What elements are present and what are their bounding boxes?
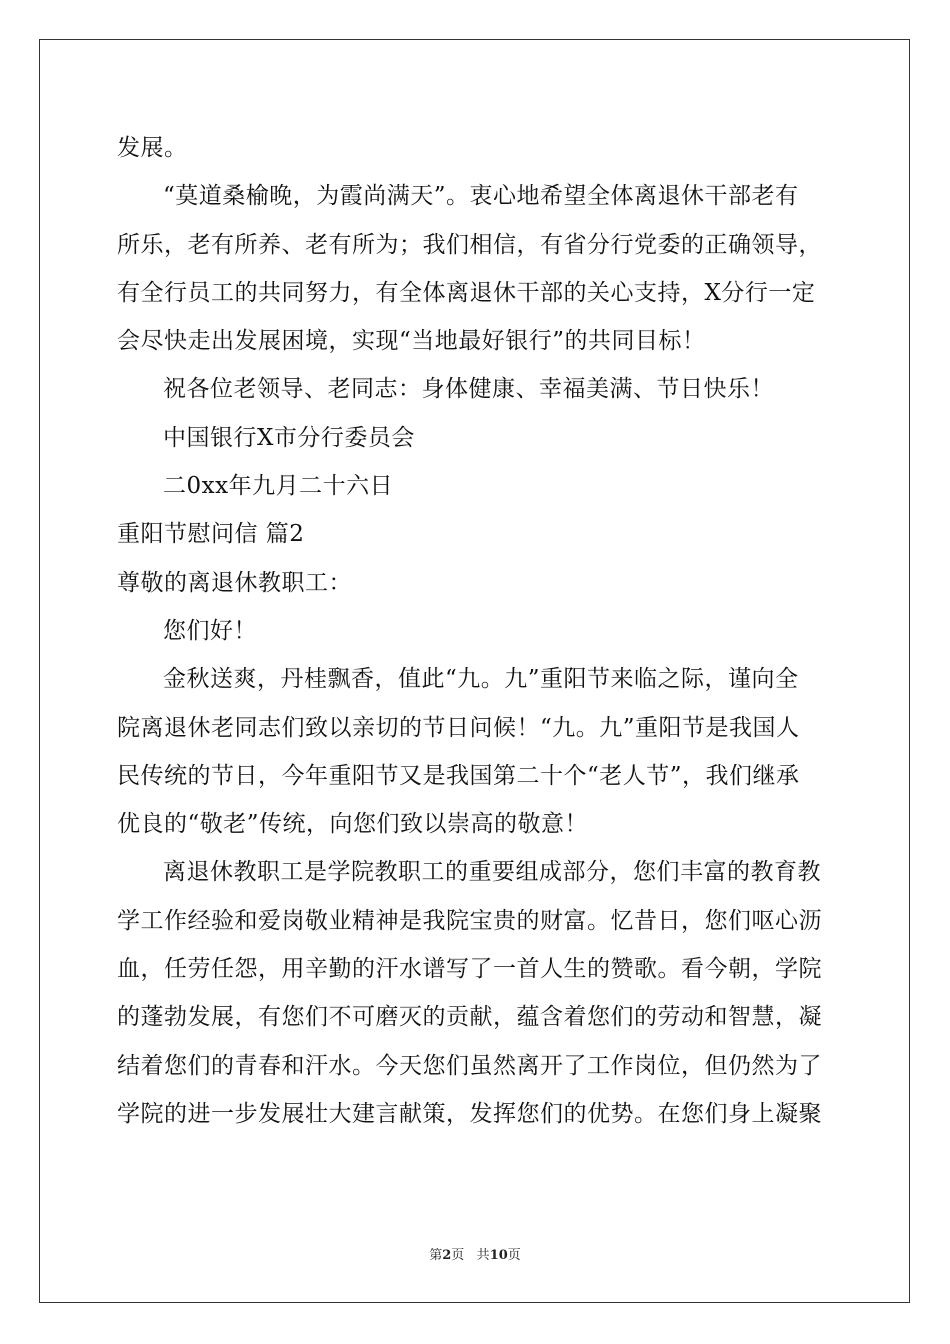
text-line: 金秋送爽，丹桂飘香，值此“九。九”重阳节来临之际，谨向全 [163,666,799,693]
page-label-suffix: 页 [451,1248,465,1263]
text-line: 二0xx年九月二十六日 [163,473,394,500]
text-line: 学院的进一步发展壮大建言献策，发挥您们的优势。在您们身上凝聚 [117,1100,822,1127]
text-line: 所乐，老有所养、老有所为；我们相信，有省分行党委的正确领导， [117,231,822,258]
total-label-suffix: 页 [507,1248,521,1263]
text-line: “莫道桑榆晚，为霞尚满天”。衷心地希望全体离退休干部老有 [163,183,799,210]
text-line: 有全行员工的共同努力，有全体离退休干部的关心支持，X分行一定 [117,279,816,306]
text-line: 优良的“敬老”传统，向您们致以崇高的敬意！ [117,811,589,838]
text-line: 重阳节慰问信 篇2 [117,521,305,548]
document-body [117,124,837,1138]
text-line: 血，任劳任怨，用辛勤的汗水谱写了一首人生的赞歌。看今朝，学院 [117,956,822,983]
text-line: 结着您们的青春和汗水。今天您们虽然离开了工作岗位，但仍然为了 [117,1052,822,1079]
current-page-number: 2 [442,1248,452,1263]
text-line: 学工作经验和爱岗敬业精神是我院宝贵的财富。忆昔日，您们呕心沥 [117,907,822,934]
page-footer [0,1244,950,1263]
text-line: 中国银行X市分行委员会 [163,424,415,451]
text-line: 发展。 [117,135,188,161]
text-line: 会尽快走出发展困境，实现“当地最好银行”的共同目标！ [117,328,706,355]
total-label-prefix: 共 [476,1248,490,1263]
total-pages-number: 10 [489,1248,508,1263]
text-line: 祝各位老领导、老同志：身体健康、幸福美满、节日快乐！ [163,376,774,403]
page-label-prefix: 第 [429,1248,443,1263]
text-line: 离退休教职工是学院教职工的重要组成部分，您们丰富的教育教 [163,859,821,886]
text-line: 民传统的节日，今年重阳节又是我国第二十个“老人节”，我们继承 [117,762,800,789]
text-line: 您们好！ [163,617,257,644]
text-line: 院离退休老同志们致以亲切的节日问候！“九。九”重阳节是我国人 [117,714,800,741]
text-line: 尊敬的离退休教职工： [117,569,352,596]
text-line: 的蓬勃发展，有您们不可磨灭的贡献，蕴含着您们的劳动和智慧，凝 [117,1004,822,1031]
